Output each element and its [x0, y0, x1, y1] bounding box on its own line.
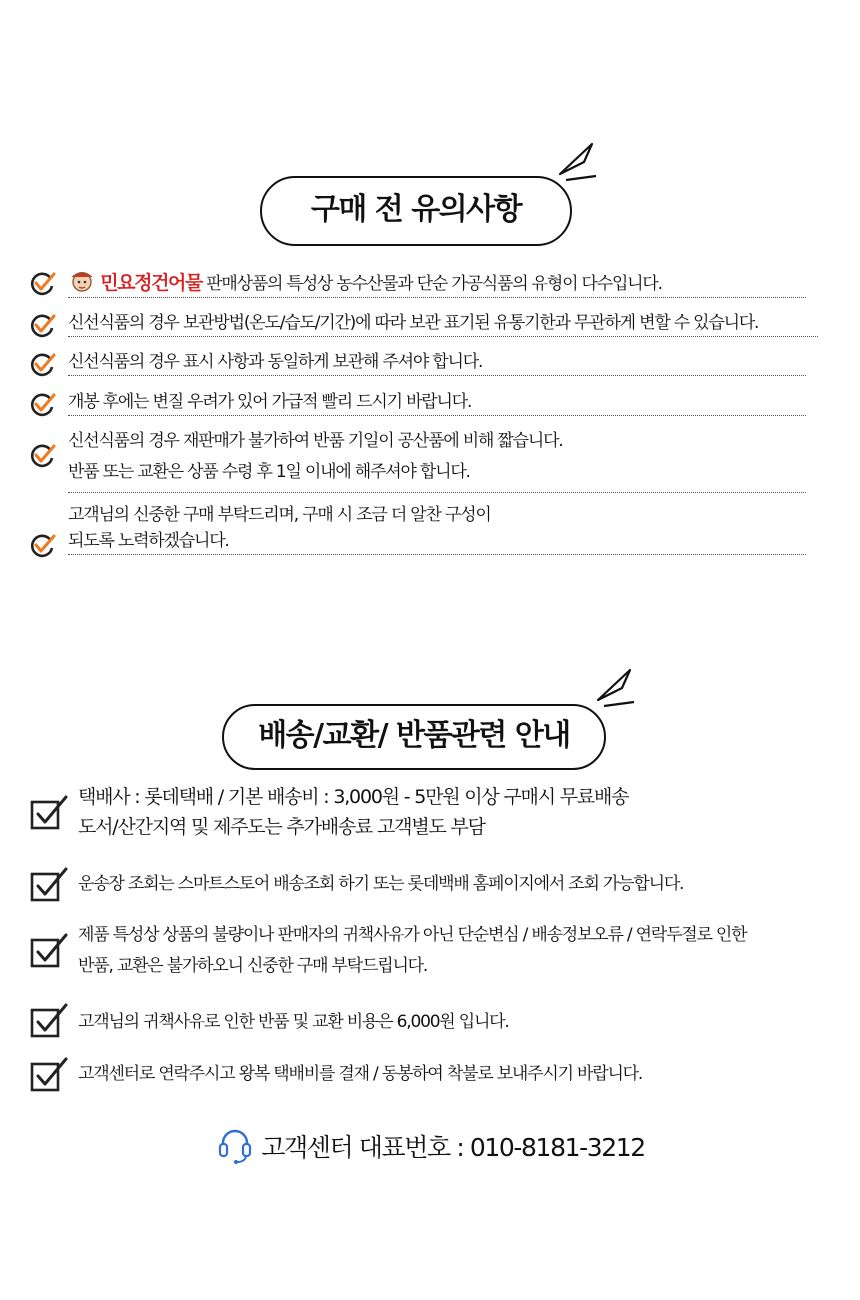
item-text: 고객님의 귀책사유로 인한 반품 및 교환 비용은 6,000원 입니다.	[78, 1012, 509, 1032]
list-item	[0, 920, 860, 982]
item-text: 운송장 조회는 스마트스토어 배송조회 하기 또는 롯데백배 홈페이지에서 조회 가능합니다.	[78, 874, 684, 894]
list-item	[0, 387, 860, 423]
brand-name: 민요정건어물	[100, 272, 202, 294]
headset-icon	[215, 1126, 255, 1166]
shipping-section	[0, 660, 860, 770]
checkbox-icon	[30, 932, 70, 968]
check-circle-icon	[28, 442, 56, 470]
check-circle-icon	[28, 391, 56, 419]
list-item	[0, 782, 860, 846]
note-text: 신선식품의 경우 표시 사항과 동일하게 보관해 주셔야 합니다.	[68, 349, 806, 376]
note-text: 신선식품의 경우 보관방법(온도/습도/기간)에 따라 보관 표기된 유통기한과 무관하게 변할 수 있습니다.	[68, 310, 818, 337]
note-text-line1: 고객님의 신중한 구매 부탁드리며, 구매 시 조금 더 알찬 구성이	[68, 505, 491, 525]
item-text-line1: 택배사 : 롯데택배 / 기본 배송비 : 3,000원 - 5만원 이상 구매시 무료배송	[78, 786, 629, 808]
checkbox-icon	[30, 794, 70, 830]
note-text-line2: 반품 또는 교환은 상품 수령 후 1일 이내에 해주셔야 합니다.	[68, 462, 470, 482]
list-item	[0, 426, 860, 496]
note-text-line1: 신선식품의 경우 재판매가 불가하여 반품 기일이 공산품에 비해 짧습니다.	[68, 431, 563, 451]
checkbox-icon	[30, 866, 70, 902]
item-text-line1: 제품 특성상 상품의 불량이나 판매자의 귀책사유가 아닌 단순변심 / 배송정보오류 / 연락두절로 인한	[78, 925, 747, 945]
check-circle-icon	[28, 312, 56, 340]
checkbox-icon	[30, 1056, 70, 1092]
customer-center-phone: 고객센터 대표번호 : 010-8181-3212	[261, 1133, 645, 1162]
sparkle-icon	[594, 666, 638, 712]
list-item	[0, 262, 860, 302]
check-circle-icon	[28, 532, 56, 560]
checkbox-icon	[30, 1002, 70, 1038]
note-text: 판매상품의 특성상 농수산물과 단순 가공식품의 유형이 다수입니다.	[206, 274, 662, 294]
list-item	[0, 347, 860, 383]
mascot-logo-icon	[68, 268, 96, 294]
list-item	[0, 1056, 860, 1094]
note-text-line2: 되도록 노력하겠습니다.	[68, 531, 229, 551]
note-text: 개봉 후에는 변질 우려가 있어 가급적 빨리 드시기 바랍니다.	[68, 389, 806, 416]
check-circle-icon	[28, 270, 56, 298]
customer-center	[0, 1126, 860, 1166]
sparkle-icon	[556, 140, 600, 186]
check-circle-icon	[28, 351, 56, 379]
list-item	[0, 866, 860, 904]
item-text-line2: 도서/산간지역 및 제주도는 추가배송료 고객별도 부담	[78, 816, 485, 838]
list-item	[0, 502, 860, 594]
list-item	[0, 1002, 860, 1040]
item-text: 고객센터로 연락주시고 왕복 택배비를 결재 / 동봉하여 착불로 보내주시기 바랍니다.	[78, 1064, 643, 1084]
list-item	[0, 308, 860, 344]
section-title: 배송/교환/ 반품관련 안내	[222, 704, 606, 770]
item-text-line2: 반품, 교환은 불가하오니 신중한 구매 부탁드립니다.	[78, 956, 428, 976]
section-title: 구매 전 유의사항	[260, 176, 572, 246]
